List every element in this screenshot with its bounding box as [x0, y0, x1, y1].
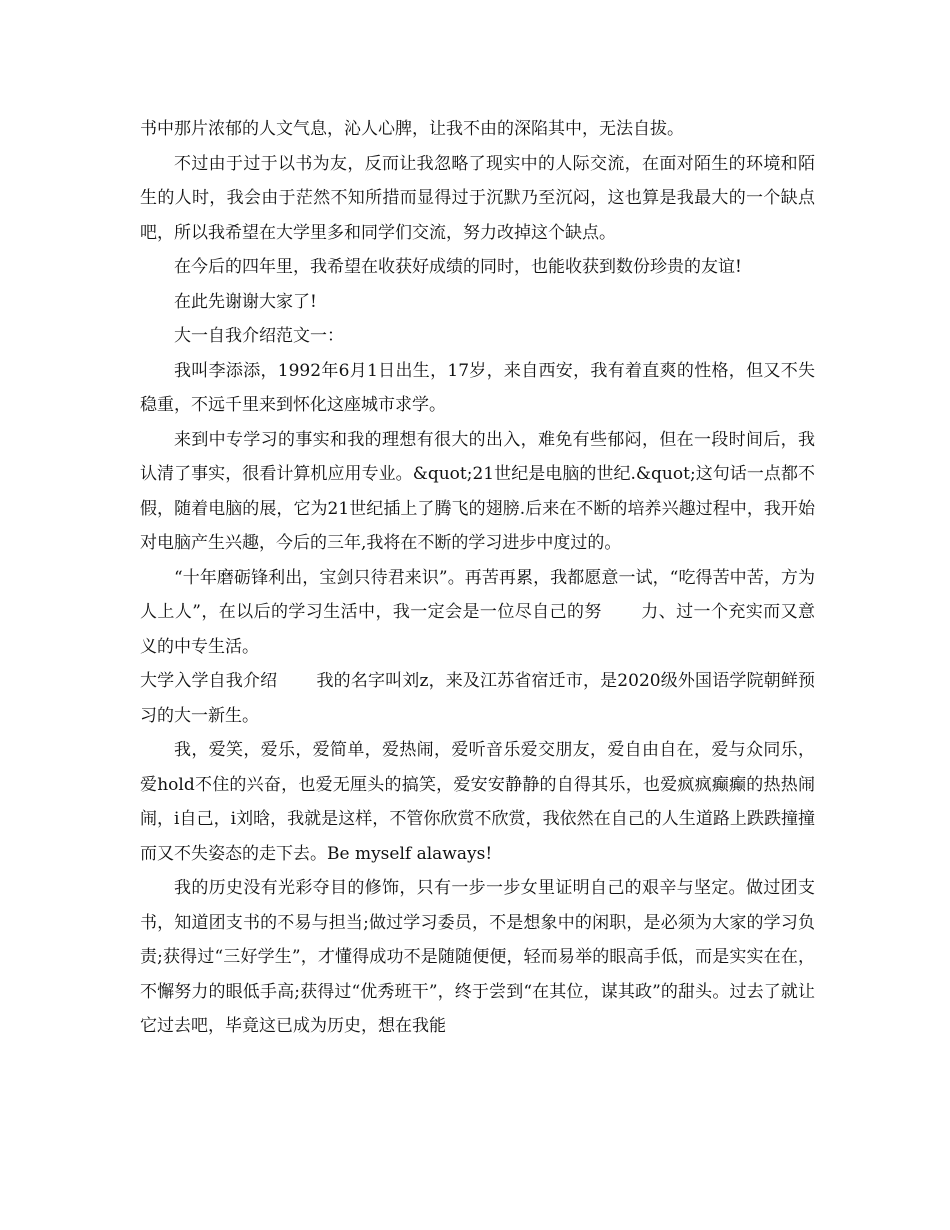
paragraph-part: “十年磨砺锋利出，宝剑只待君来识”。再苦再累，我都愿意一试，“吃得苦中苦，方为人上人”，在以后的学习生活中，我一定会是一位尽自己的努: [140, 567, 815, 622]
paragraph: 书中那片浓郁的人文气息，沁人心脾，让我不由的深陷其中，无法自拔。: [140, 119, 684, 139]
section-heading: 大一自我介绍范文一：: [174, 326, 344, 346]
paragraph: 我叫李添添，1992年6月1日出生，17岁，来自西安，我有着直爽的性格，但又不失稳重，不远千里来到怀化这座城市求学。: [140, 360, 815, 415]
paragraph: [140, 561, 815, 665]
paragraph: 来到中专学习的事实和我的理想有很大的出入，难免有些郁闷，但在一段时间后，我认清了事实，很看计算机应用专业。&quot;21世纪是电脑的世纪.&quot;这句话一点都不假，随着电脑的展，它为21世纪插上了腾飞的翅膀.后来在不断的培养兴趣过程中，我开始对电脑产生兴趣，今后的三年,我将在不断的学习进步中度过的。: [140, 429, 815, 553]
paragraph-part: 我的名字叫刘z，来及江苏省宿迁市，是2020级外国语学院朝鲜预习的大一新生。: [140, 671, 815, 726]
paragraph: 我，爱笑，爱乐，爱简单，爱热闹，爱听音乐爱交朋友，爱自由自在，爱与众同乐，爱hold不住的兴奋，也爱无厘头的搞笑，爱安安静静的自得其乐，也爱疯疯癫癫的热热闹闹，i自己，i刘晗，我就是这样，不管你欣赏不欣赏，我依然在自己的人生道路上跌跌撞撞而又不失姿态的走下去。Be myself alaways!: [140, 740, 815, 864]
paragraph: 不过由于过于以书为友，反而让我忽略了现实中的人际交流，在面对陌生的环境和陌生的人时，我会由于茫然不知所措而显得过于沉默乃至沉闷，这也算是我最大的一个缺点吧，所以我希望在大学里多和同学们交流，努力改掉这个缺点。: [140, 153, 815, 243]
paragraph: 在今后的四年里，我希望在收获好成绩的同时，也能收获到数份珍贵的友谊!: [174, 257, 742, 277]
document-body: [140, 112, 815, 1044]
paragraph: [140, 664, 815, 733]
section-heading: 大学入学自我介绍: [140, 671, 278, 691]
paragraph: 我的历史没有光彩夺目的修饰，只有一步一步女里证明自己的艰辛与坚定。做过团支书，知道团支书的不易与担当;做过学习委员，不是想象中的闲职，是必须为大家的学习负责;获得过“三好学生”，才懂得成功不是随随便便，轻而易举的眼高手低，而是实实在在，不懈努力的眼低手高;获得过“优秀班干”，终于尝到“在其位，谋其政”的甜头。过去了就让它过去吧，毕竟这已成为历史，想在我能: [140, 878, 815, 1036]
paragraph-part: 力、过一个充实而又意义的中专生活。: [140, 602, 815, 657]
paragraph: 在此先谢谢大家了!: [174, 291, 317, 312]
